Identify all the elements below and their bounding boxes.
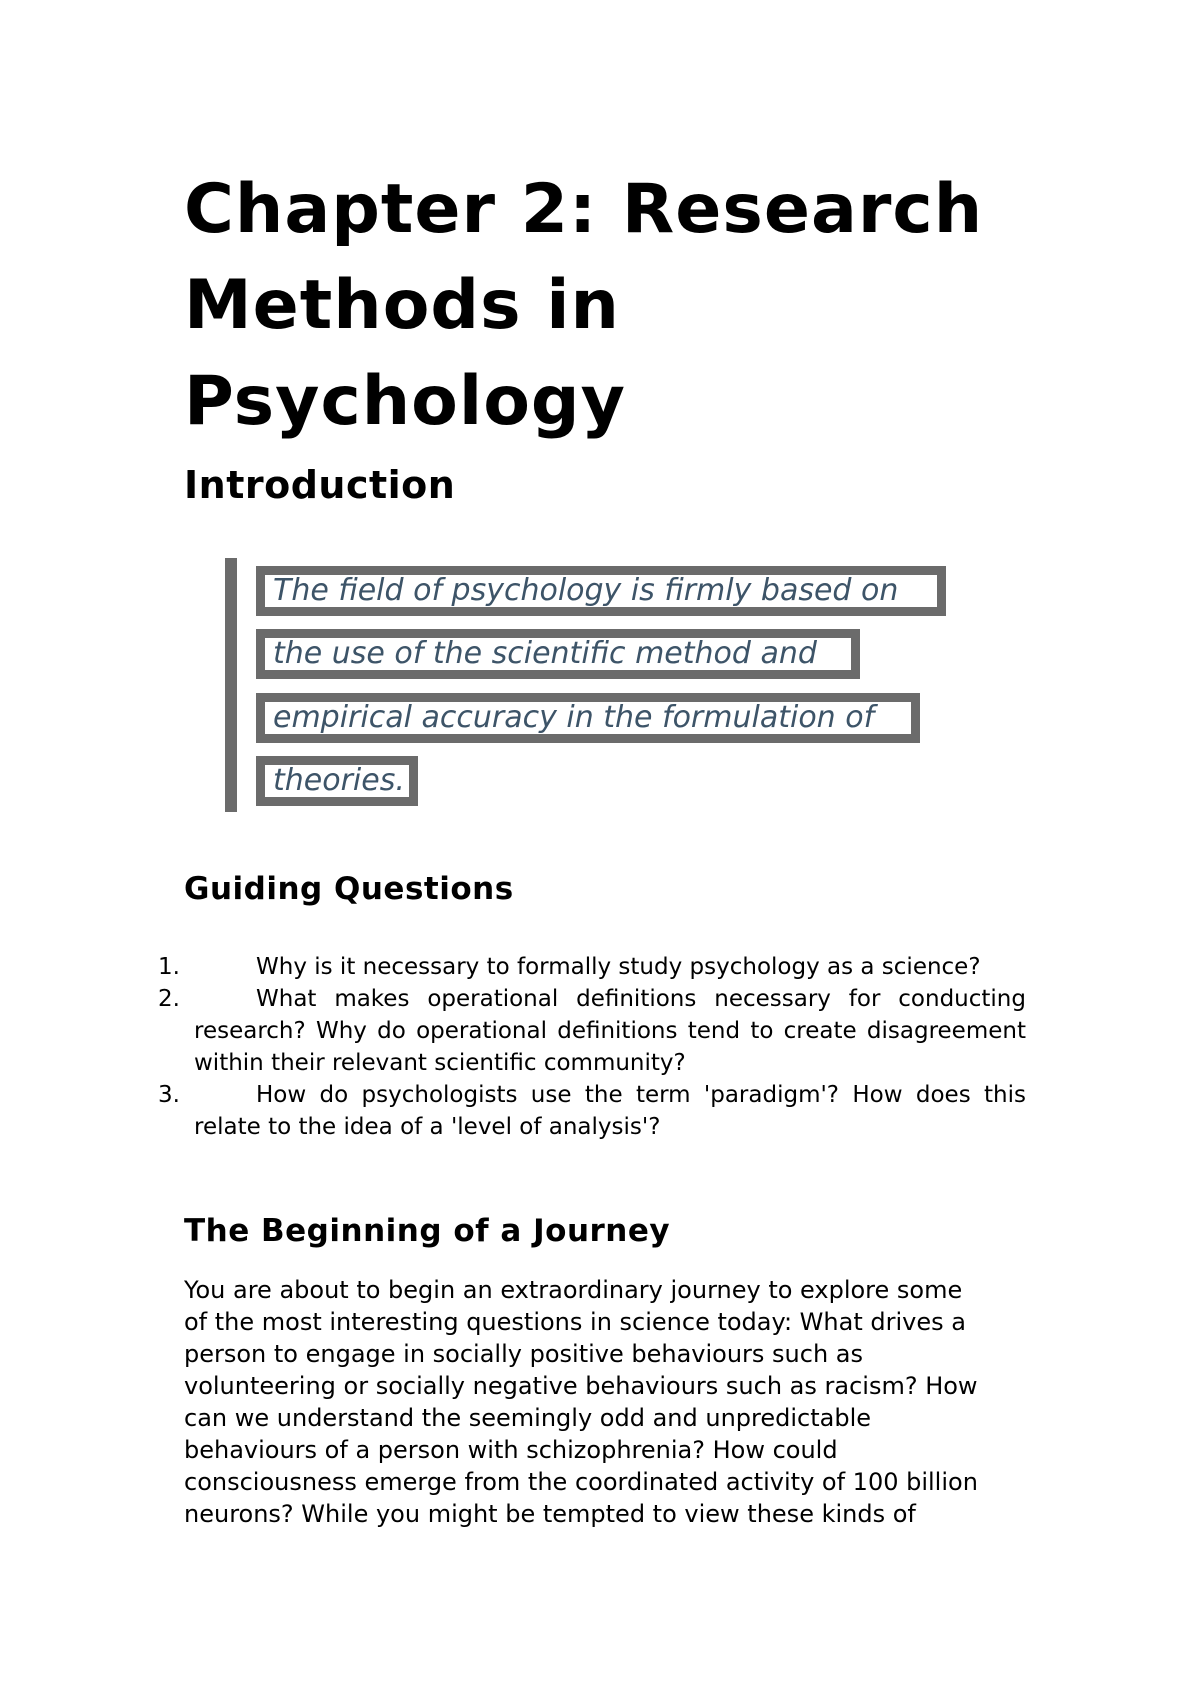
- paragraph-line: person to engage in socially positive behaviours such as: [184, 1340, 864, 1368]
- journey-heading: The Beginning of a Journey: [184, 1213, 671, 1249]
- paragraph-line: behaviours of a person with schizophrenia? How could: [184, 1436, 838, 1464]
- paragraph-line: of the most interesting questions in science today: What drives a: [184, 1308, 966, 1336]
- paragraph-line: volunteering or socially negative behaviours such as racism? How: [184, 1372, 978, 1400]
- chapter-title-line: Chapter 2: Research: [184, 170, 984, 249]
- journey-paragraph: [184, 1274, 1024, 1530]
- guiding-questions-list: [150, 951, 1026, 1143]
- chapter-title-line: Methods in: [184, 266, 620, 345]
- blockquote-line: theories.: [256, 756, 418, 806]
- blockquote-line: the use of the scientific method and: [256, 629, 860, 679]
- list-item-text: Why is it necessary to formally study psychology as a science?: [256, 954, 981, 980]
- list-item-text: What makes operational definitions necessary for conducting research? Why do operational definitions tend to create disagreement within their relevant scientific community?: [194, 986, 1026, 1076]
- blockquote-line: The field of psychology is firmly based on: [256, 566, 946, 616]
- list-item-text: How do psychologists use the term 'paradigm'? How does this relate to the idea of a 'level of analysis'?: [194, 1082, 1026, 1140]
- blockquote-bar: [225, 558, 237, 812]
- list-item-number: 2.: [158, 986, 180, 1012]
- chapter-title-line: Psychology: [184, 362, 626, 441]
- paragraph-line: You are about to begin an extraordinary journey to explore some: [184, 1276, 963, 1304]
- list-item-number: 3.: [158, 1082, 180, 1108]
- paragraph-line: can we understand the seemingly odd and unpredictable: [184, 1404, 871, 1432]
- chapter-title: [184, 162, 1004, 450]
- list-item-number: 1.: [158, 954, 180, 980]
- list-item: [150, 1079, 1026, 1143]
- paragraph-line: consciousness emerge from the coordinated activity of 100 billion: [184, 1468, 978, 1496]
- guiding-questions-heading: Guiding Questions: [184, 871, 514, 907]
- list-item: [150, 951, 1026, 983]
- blockquote-line: empirical accuracy in the formulation of: [256, 693, 920, 743]
- paragraph-line: neurons? While you might be tempted to view these kinds of: [184, 1500, 916, 1528]
- list-item: [150, 983, 1026, 1079]
- introduction-heading: Introduction: [184, 463, 456, 507]
